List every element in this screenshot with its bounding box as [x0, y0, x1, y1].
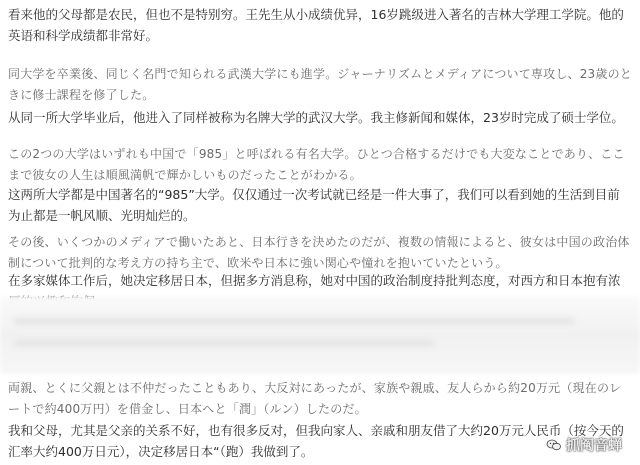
paragraph-2: 同大学を卒業後、同じく名門で知られる武漢大学にも進学。ジャーナリズムとメディアについて専攻し、23歳のときに修士課程を修了した。 — [8, 67, 632, 102]
blurred-line — [14, 318, 574, 324]
paragraph-6: その後、いくつかのメディアで働いたあと、日本行きを決めたのだが、複数の情報によると、彼女は中国の政治体制について批判的な考え方の持ち主で、欧米や日本に強い関心や憧れを抱いていたという。 — [8, 235, 630, 270]
wechat-logo-icon — [546, 437, 562, 453]
watermark — [546, 435, 622, 455]
blurred-region — [0, 296, 640, 374]
paragraph-4: この2つの大学はいずれも中国で「985」と呼ばれる有名大学。ひとつ合格するだけでも大変なことであり、ここまで彼女の人生は順風満帆で輝かしいものだったことがわかる。 — [8, 147, 625, 182]
paragraph-5: 这两所大学都是中国著名的“985”大学。仅仅通过一次考试就已经是一件大事了，我们可以看到她的生活到目前为止都是一帆风顺、光明灿烂的。 — [8, 187, 620, 223]
paragraph-1: 看来他的父母都是农民，但也不是特别穷。王先生从小成绩优异，16岁跳级进入著名的吉林大学理工学院。他的英语和科学成绩都非常好。 — [8, 7, 624, 43]
paragraph-7: 在多家媒体工作后，她决定移居日本，但据多方消息称，她对中国的政治制度持批判态度，对西方和日本抱有浓 — [8, 273, 621, 288]
watermark-text: 抓阄音蝉 — [566, 438, 622, 454]
paragraph-9: 我和父母，尤其是父亲的关系不好，也有很多反对，但我向家人、亲戚和朋友借了大约20万元人民币（按今天的汇率大约400万日元），决定移居日本“（跑）我做到了。 — [8, 423, 624, 459]
paragraph-8: 両親、とくに父親とは不仲だったこともあり、大反対にあったが、家族や親戚、友人らから約20万元（現在のレートで約400万円）を借金し、日本へと「潤」（ルン）したのだ。 — [8, 381, 622, 416]
paragraph-3: 从同一所大学毕业后，他进入了同样被称为名牌大学的武汉大学。我主修新闻和媒体，23岁时完成了硕士学位。 — [8, 110, 624, 125]
blurred-line — [14, 340, 434, 346]
